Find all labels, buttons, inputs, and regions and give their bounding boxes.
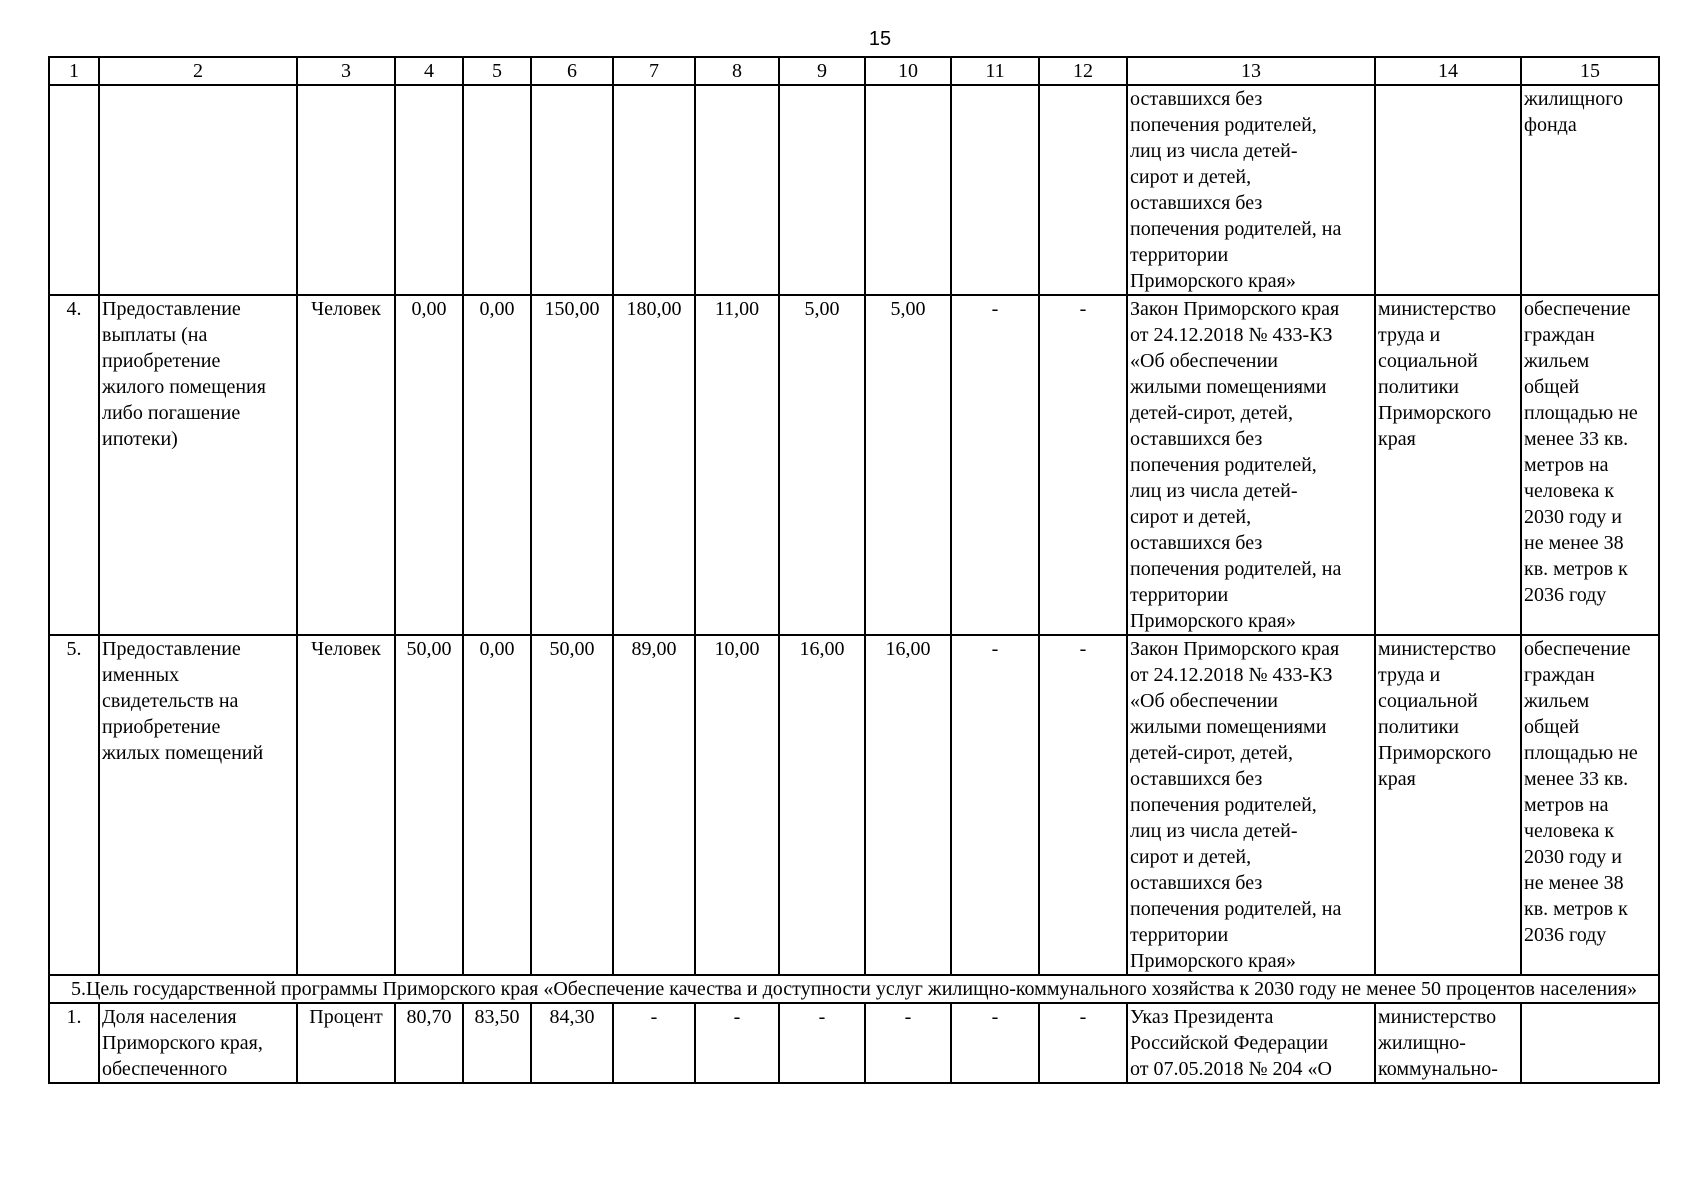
continued-row [49, 85, 1659, 295]
col-header-10: 10 [865, 57, 951, 85]
value-col-4: 80,70 [395, 1003, 463, 1083]
col-header-1: 1 [49, 57, 99, 85]
value-col-6: 50,00 [531, 635, 613, 975]
value-col-5: 0,00 [463, 295, 531, 635]
value-col-9: 16,00 [779, 635, 865, 975]
col-header-12: 12 [1039, 57, 1127, 85]
expected-result [1521, 1003, 1659, 1083]
value-col-5: 0,00 [463, 635, 531, 975]
value-col-6: 150,00 [531, 295, 613, 635]
value-col-7: 89,00 [613, 635, 695, 975]
value-col-4: 0,00 [395, 295, 463, 635]
goal-heading: 5.Цель государственной программы Приморского края «Обеспечение качества и доступности услуг жилищно-коммунального хозяйства к 2030 году не менее 50 процентов населения» [49, 975, 1659, 1003]
page-number: 15 [868, 28, 892, 50]
row-number: 1. [49, 1003, 99, 1083]
expected-result: обеспечение граждан жильем общей площадью не менее 33 кв. метров на человека к 2030 году и не менее 38 кв. метров к 2036 году [1521, 295, 1659, 635]
value-col-11: - [951, 635, 1039, 975]
indicator-name: Предоставление именных свидетельств на приобретение жилых помещений [99, 635, 297, 975]
col-header-4: 4 [395, 57, 463, 85]
value-col-12: - [1039, 295, 1127, 635]
col-header-5: 5 [463, 57, 531, 85]
value-col-7: 180,00 [613, 295, 695, 635]
responsible-body: министерство труда и социальной политики Приморского края [1375, 635, 1521, 975]
value-col-12: - [1039, 1003, 1127, 1083]
value-col-6: 84,30 [531, 1003, 613, 1083]
legal-basis: Закон Приморского края от 24.12.2018 № 433-КЗ «Об обеспечении жилыми помещениями детей-сирот, детей, оставшихся без попечения родителей, лиц из числа детей- сирот и детей, оставшихся без попечения родителей, на территории Приморского края» [1127, 635, 1375, 975]
row-number: 5. [49, 635, 99, 975]
col-header-11: 11 [951, 57, 1039, 85]
indicators-table [48, 56, 1660, 1084]
value-col-8: 11,00 [695, 295, 779, 635]
table-row [49, 1003, 1659, 1083]
continued-legal-basis: оставшихся без попечения родителей, лиц из числа детей- сирот и детей, оставшихся без попечения родителей, на территории Приморского края» [1127, 85, 1375, 295]
col-header-7: 7 [613, 57, 695, 85]
col-header-9: 9 [779, 57, 865, 85]
unit: Человек [297, 635, 395, 975]
value-col-10: 5,00 [865, 295, 951, 635]
value-col-4: 50,00 [395, 635, 463, 975]
unit: Процент [297, 1003, 395, 1083]
value-col-7: - [613, 1003, 695, 1083]
responsible-body: министерство жилищно- коммунально- [1375, 1003, 1521, 1083]
table-row [49, 295, 1659, 635]
value-col-5: 83,50 [463, 1003, 531, 1083]
value-col-12: - [1039, 635, 1127, 975]
value-col-8: - [695, 1003, 779, 1083]
table-row [49, 635, 1659, 975]
col-header-6: 6 [531, 57, 613, 85]
indicator-name: Предоставление выплаты (на приобретение жилого помещения либо погашение ипотеки) [99, 295, 297, 635]
value-col-11: - [951, 295, 1039, 635]
col-header-14: 14 [1375, 57, 1521, 85]
column-number-row [49, 57, 1659, 85]
continued-expected-result: жилищного фонда [1521, 85, 1659, 295]
col-header-8: 8 [695, 57, 779, 85]
goal-row [49, 975, 1659, 1003]
responsible-body: министерство труда и социальной политики Приморского края [1375, 295, 1521, 635]
value-col-9: - [779, 1003, 865, 1083]
col-header-2: 2 [99, 57, 297, 85]
value-col-10: 16,00 [865, 635, 951, 975]
value-col-8: 10,00 [695, 635, 779, 975]
legal-basis: Указ Президента Российской Федерации от 07.05.2018 № 204 «О [1127, 1003, 1375, 1083]
legal-basis: Закон Приморского края от 24.12.2018 № 433-КЗ «Об обеспечении жилыми помещениями детей-сирот, детей, оставшихся без попечения родителей, лиц из числа детей- сирот и детей, оставшихся без попечения родителей, на территории Приморского края» [1127, 295, 1375, 635]
value-col-9: 5,00 [779, 295, 865, 635]
col-header-3: 3 [297, 57, 395, 85]
expected-result: обеспечение граждан жильем общей площадью не менее 33 кв. метров на человека к 2030 году и не менее 38 кв. метров к 2036 году [1521, 635, 1659, 975]
col-header-13: 13 [1127, 57, 1375, 85]
value-col-11: - [951, 1003, 1039, 1083]
unit: Человек [297, 295, 395, 635]
col-header-15: 15 [1521, 57, 1659, 85]
row-number: 4. [49, 295, 99, 635]
indicator-name: Доля населения Приморского края, обеспеченного [99, 1003, 297, 1083]
value-col-10: - [865, 1003, 951, 1083]
